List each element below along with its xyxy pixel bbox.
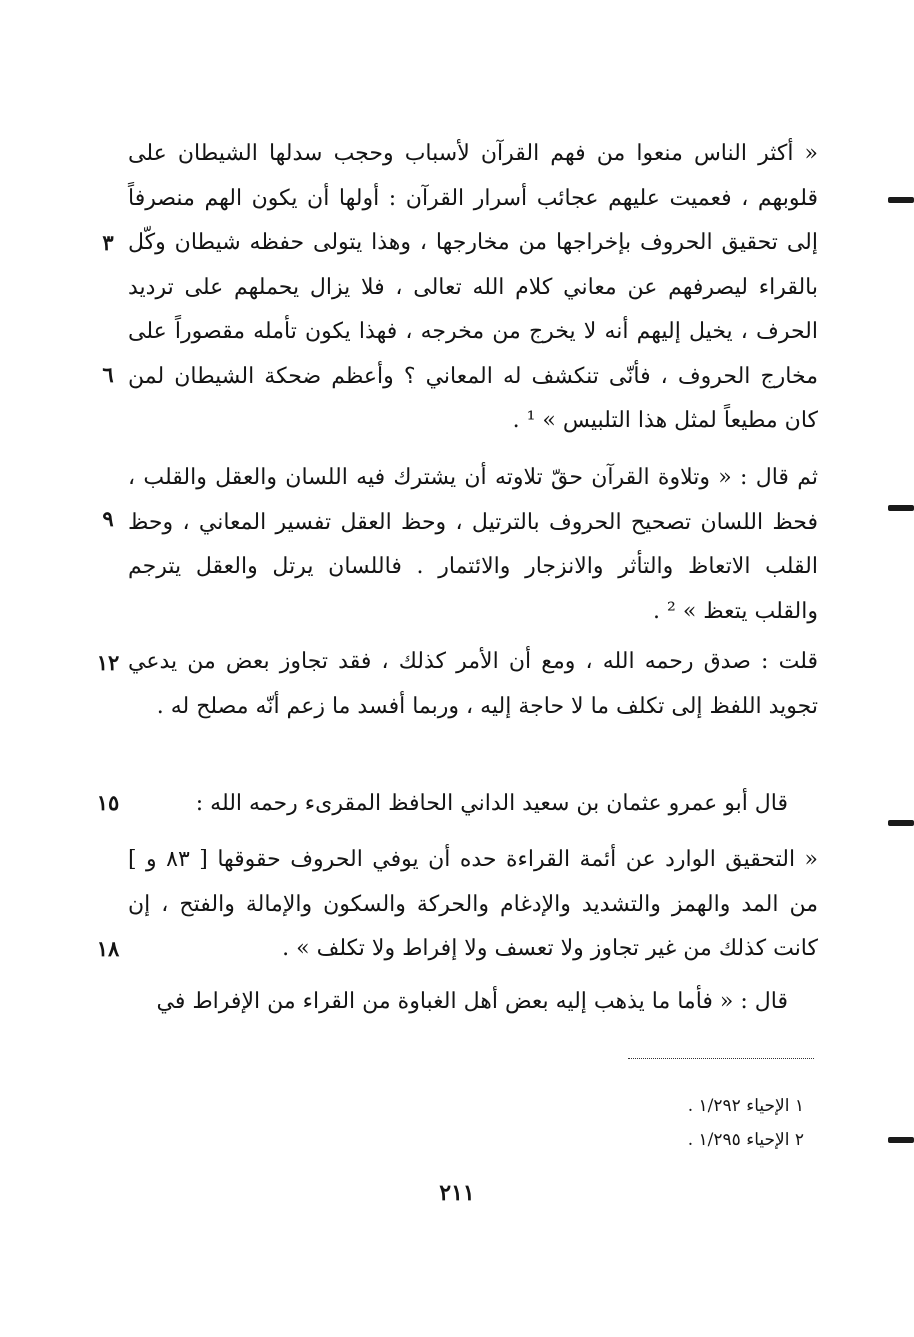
line-number-18: ١٨ <box>96 936 120 961</box>
footnote-1: ١ الإحياء ١/٢٩٢ . <box>687 1096 804 1116</box>
body-text-p4 <box>128 782 818 827</box>
page-number: ٢١١ <box>439 1180 475 1206</box>
line-number-15: ١٥ <box>96 790 120 815</box>
paragraph-6: قال : « فأما ما يذهب إليه بعض أهل الغباوة من القراء من الإفراط في <box>156 989 788 1014</box>
margin-mark <box>888 820 914 826</box>
paragraph-3: قلت : صدق رحمه الله ، ومع أن الأمر كذلك ، فقد تجاوز بعض من يدعي تجويد اللفظ إلى تكلف ما لا حاجة إليه ، وربما أفسد ما زعم أنّه مصلح له . <box>128 649 818 719</box>
body-text-upper <box>128 132 818 444</box>
footnote-separator <box>628 1058 814 1059</box>
paragraph-1: « أكثر الناس منعوا من فهم القرآن لأسباب وحجب سدلها الشيطان على قلوبهم ، فعميت عليهم عجائب أسرار القرآن : أولها أن يكون الهم منصرفاً إلى تحقيق الحروف بإخراجها من مخارجها ، وهذا يتولى حفظه شيطان وكّل بالقراء ليصرفهم عن معاني كلام الله تعالى ، فلا يزال يحملهم على ترديد الحرف ، يخيل إليهم أنه لا يخرج من مخرجه ، فهذا يكون تأمله مقصوراً على مخارج الحروف ، فأنّى تنكشف له المعاني ؟ وأعظم ضحكة الشيطان لمن كان مطيعاً لمثل هذا التلبيس » ¹ . <box>128 141 818 433</box>
paragraph-4: قال أبو عمرو عثمان بن سعيد الداني الحافظ المقرىء رحمه الله : <box>195 791 788 816</box>
margin-mark <box>888 197 914 203</box>
line-number-3: ٣ <box>102 230 114 255</box>
body-text-p5 <box>128 838 818 972</box>
line-number-9: ٩ <box>102 506 114 531</box>
body-text-p3 <box>128 640 818 729</box>
margin-mark <box>888 1137 914 1143</box>
paragraph-2: ثم قال : « وتلاوة القرآن حقّ تلاوته أن يشترك فيه اللسان والعقل والقلب ، فحظ اللسان تصحيح الحروف بالترتيل ، وحظ العقل تفسير المعاني ، وحظ القلب الاتعاظ والتأثر والانزجار والائتمار . فاللسان يرتل والعقل يترجم والقلب يتعظ » ² . <box>128 465 818 624</box>
body-text-p2 <box>128 456 818 634</box>
footnote-2: ٢ الإحياء ١/٢٩٥ . <box>687 1130 804 1150</box>
paragraph-5: « التحقيق الوارد عن أئمة القراءة حده أن يوفي الحروف حقوقها [ ٨٣ و ] من المد والهمز والتشديد والإدغام والحركة والسكون والإمالة والفتح ، إن كانت كذلك من غير تجاوز ولا تعسف ولا إفراط ولا تكلف » . <box>128 847 818 961</box>
line-number-6: ٦ <box>102 362 114 387</box>
body-text-p6 <box>128 980 818 1025</box>
margin-mark <box>888 505 914 511</box>
line-number-12: ١٢ <box>96 650 120 675</box>
